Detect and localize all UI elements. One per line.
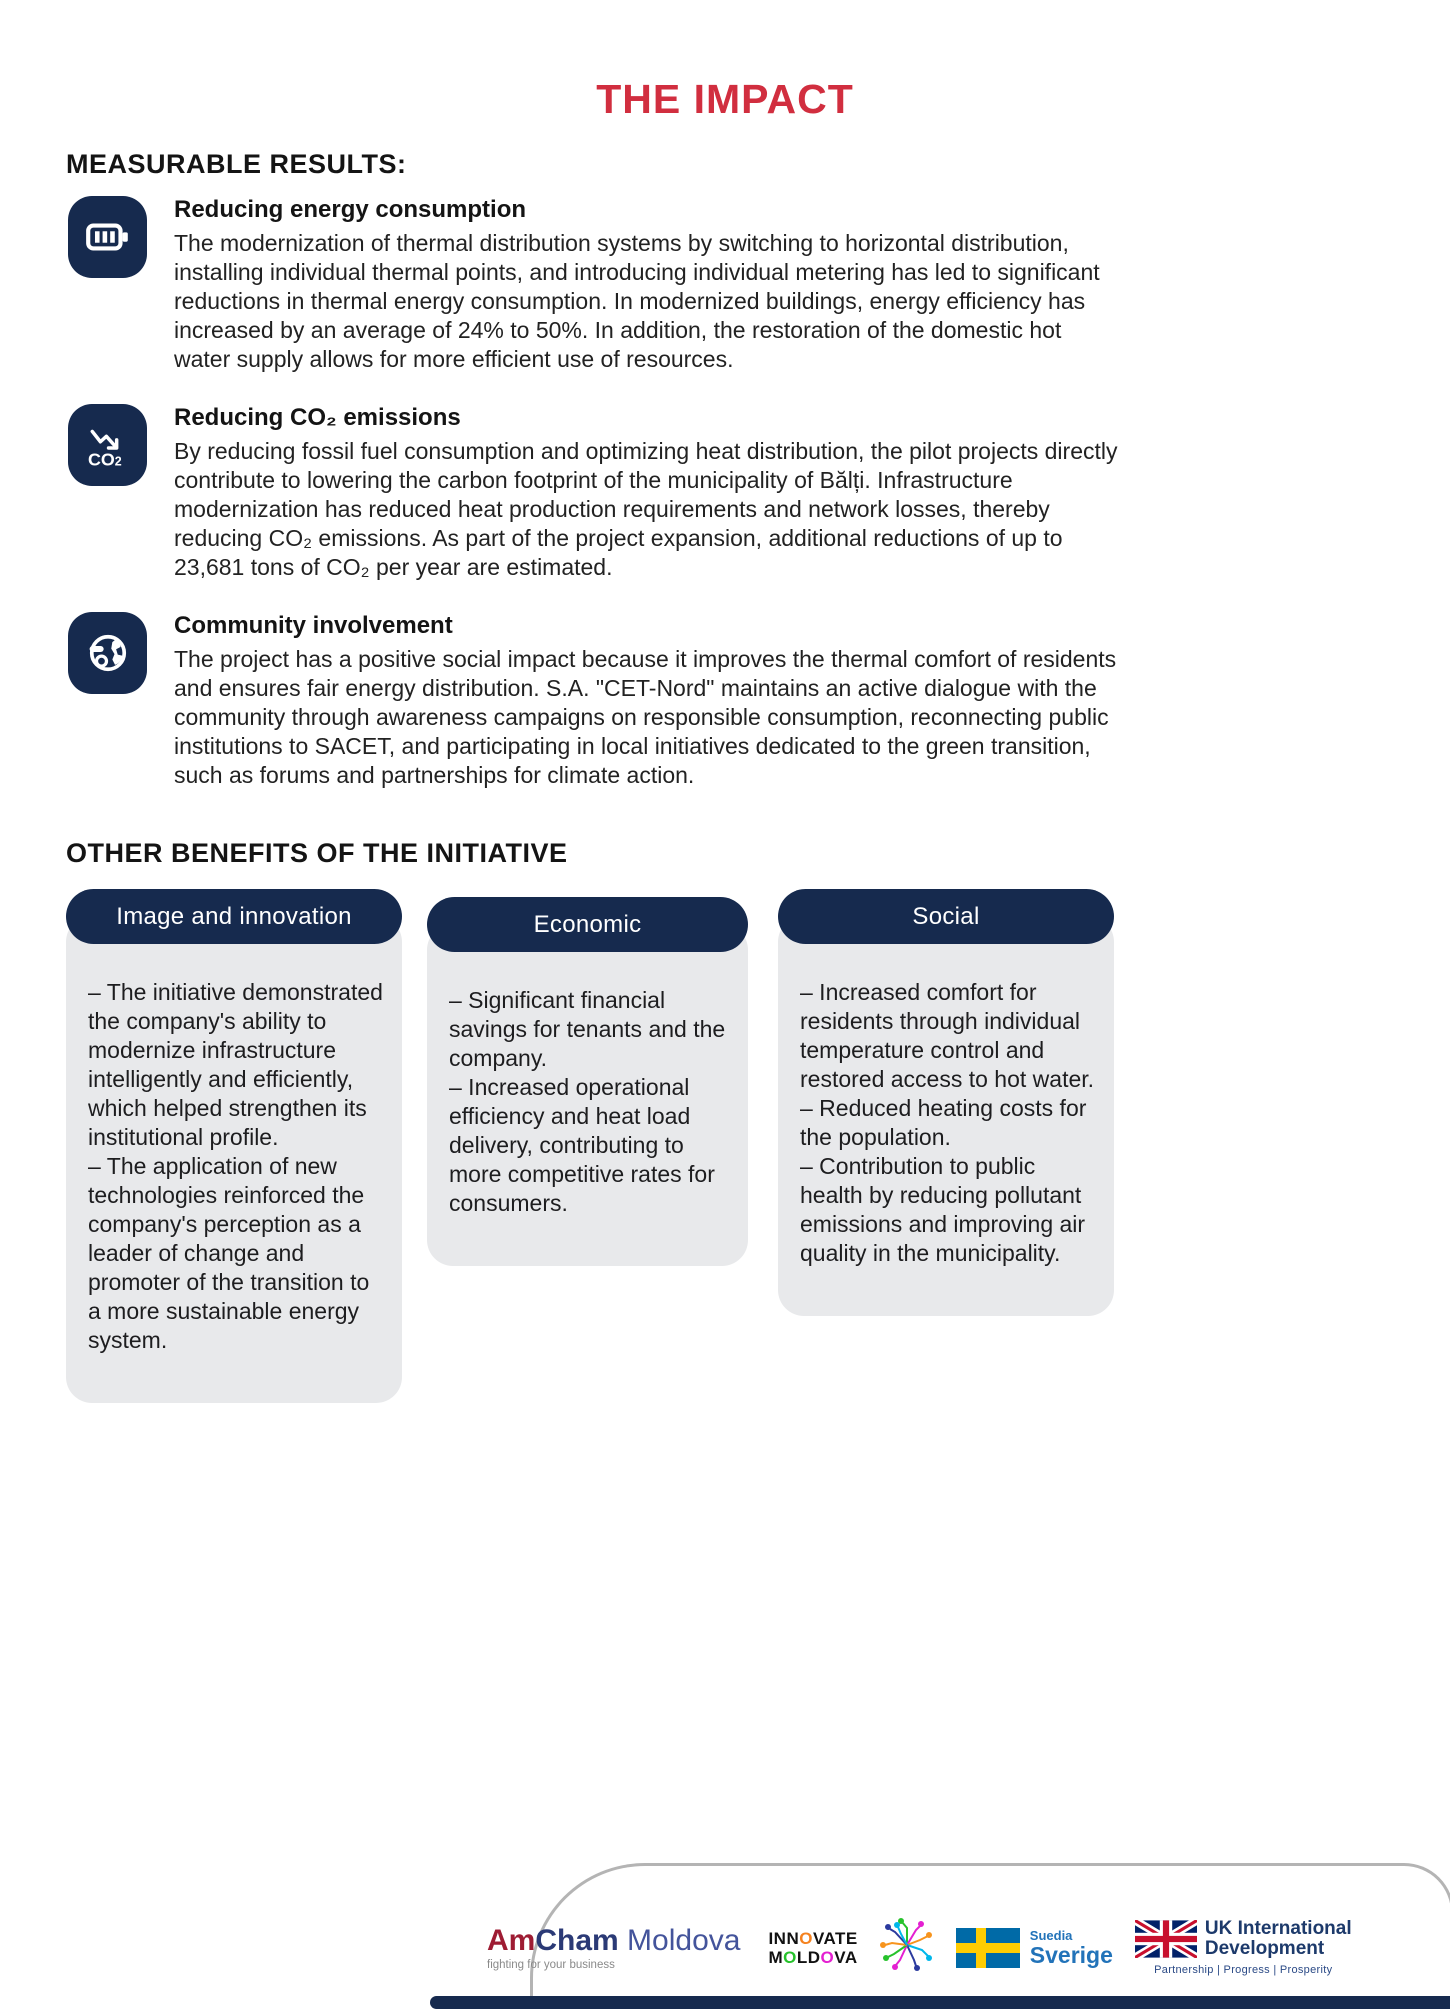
benefit-item: – The initiative demonstrated the company's ability to modernize infrastructure intelligently and efficiently, which helped strengthen its institutional profile.	[88, 979, 383, 1150]
results-list	[68, 196, 1450, 790]
svg-text:CO2: CO2	[87, 449, 122, 470]
co2-icon	[68, 404, 147, 486]
uk-flag-icon	[1135, 1920, 1197, 1958]
uk-international-development-logo: UK International Development Partnership | Progress | Prosperity	[1135, 1919, 1352, 1976]
result-community	[68, 612, 1450, 790]
partner-logos	[487, 1914, 1352, 1981]
card-image-innovation	[66, 889, 402, 1403]
result-community-body: The project has a positive social impact because it improves the thermal comfort of residents and ensures fair energy distribution. S.A. "CET-Nord" maintains an active dialogue with the community through awareness campaigns on responsible consumption, reconnecting public institutions to SACET, and participating in local initiatives dedicated to the green transition, such as forums and partnerships for climate action.	[174, 646, 1117, 788]
impact-page	[0, 76, 1450, 2009]
benefit-item: – Contribution to public health by reducing pollutant emissions and improving air quality in the municipality.	[800, 1153, 1086, 1266]
benefit-cards	[66, 889, 1450, 1403]
sweden-logo: Suedia Sverige	[956, 1928, 1113, 1968]
card-social	[778, 889, 1114, 1403]
measurable-results-heading: MEASURABLE RESULTS:	[66, 149, 407, 179]
benefit-item: – Increased operational efficiency and heat load delivery, contributing to more competitive rates for consumers.	[449, 1074, 715, 1216]
benefit-item: – The application of new technologies reinforced the company's perception as a leader of change and promoter of the transition to a more sustainable energy system.	[88, 1153, 370, 1353]
amcham-moldova-logo: AmCham Moldova fighting for your business	[487, 1923, 741, 1971]
battery-icon	[68, 196, 147, 278]
result-energy-body: The modernization of thermal distribution systems by switching to horizontal distribution, installing individual thermal points, and introducing individual metering has led to significant reductions in thermal energy consumption. In modernized buildings, energy efficiency has increased by an average of 24% to 50%. In addition, the restoration of the domestic hot water supply allows for more efficient use of resources.	[174, 230, 1100, 372]
other-benefits-heading: OTHER BENEFITS OF THE INITIATIVE	[66, 838, 568, 868]
bottom-accent-bar	[430, 1996, 1450, 2009]
innovate-moldova-logo: INNOVATE MOLDOVA	[768, 1928, 858, 1967]
card-social-title: Social	[778, 889, 1114, 944]
card-economic-title: Economic	[427, 897, 748, 952]
benefit-item: – Increased comfort for residents through individual temperature control and restored access to hot water.	[800, 979, 1095, 1092]
globe-icon	[68, 612, 147, 694]
result-co2-title: Reducing CO₂ emissions	[174, 404, 461, 431]
card-social-body	[778, 916, 1114, 1316]
card-image-innovation-title: Image and innovation	[66, 889, 402, 944]
page-title: THE IMPACT	[596, 76, 854, 122]
result-energy-title: Reducing energy consumption	[174, 196, 527, 223]
result-community-title: Community involvement	[174, 612, 453, 639]
card-image-innovation-body	[66, 916, 402, 1403]
benefit-item: – Reduced heating costs for the population.	[800, 1095, 1087, 1150]
result-energy	[68, 196, 1450, 374]
network-icon	[876, 1914, 938, 1981]
amcham-tagline: fighting for your business	[487, 1958, 615, 1971]
card-economic	[427, 897, 748, 1411]
benefit-item: – Significant financial savings for tenants and the company.	[449, 987, 726, 1071]
card-economic-body	[427, 924, 748, 1266]
uk-tagline: Partnership | Progress | Prosperity	[1154, 1964, 1333, 1976]
result-co2	[68, 404, 1450, 582]
sweden-flag-icon	[956, 1928, 1020, 1968]
result-co2-body: By reducing fossil fuel consumption and optimizing heat distribution, the pilot projects directly contribute to lowering the carbon footprint of the municipality of Bălți. Infrastructure modernization has reduced heat production requirements and network losses, thereby reducing CO₂ emissions. As part of the project expansion, additional reductions of up to 23,681 tons of CO₂ per year are estimated.	[174, 438, 1118, 580]
